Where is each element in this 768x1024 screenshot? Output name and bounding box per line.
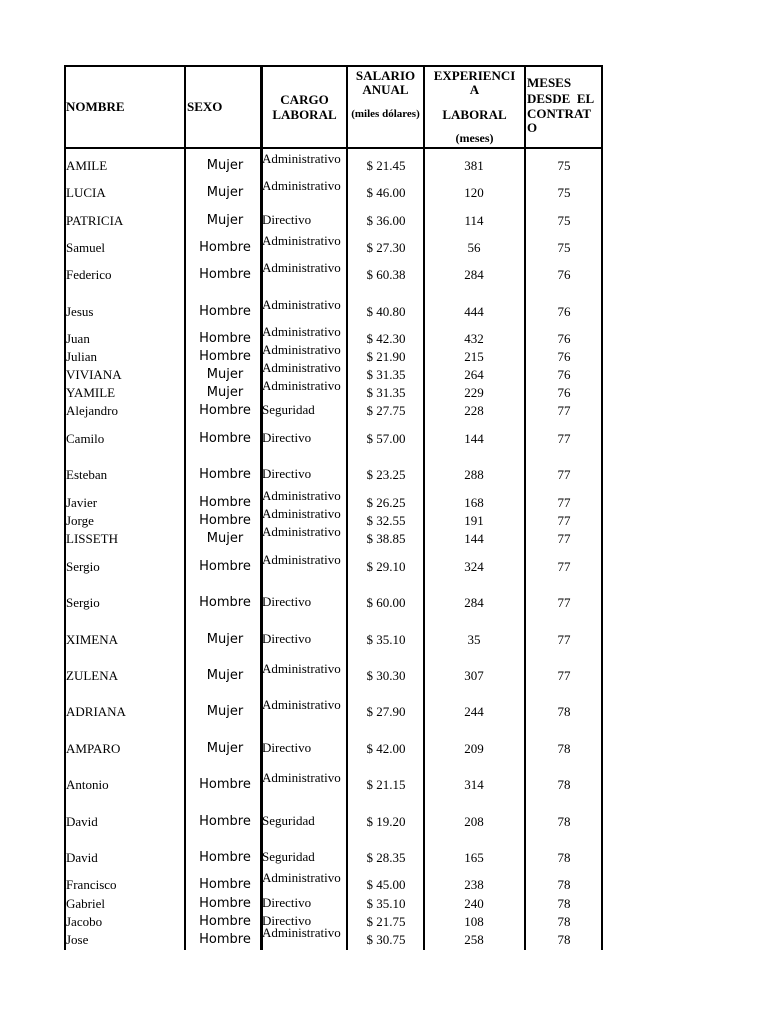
row-experiencia: 208: [464, 814, 484, 829]
row-meses: 78: [557, 850, 571, 865]
table-row: [64, 213, 603, 229]
row-salario: $ 19.20: [366, 814, 406, 829]
table-row: [64, 814, 603, 830]
row-meses: 75: [557, 240, 571, 255]
row-sexo: Mujer: [206, 185, 244, 200]
row-nombre: David: [66, 850, 98, 865]
row-experiencia: 244: [464, 704, 484, 719]
row-cargo: Administrativo: [262, 179, 341, 193]
row-cargo: Administrativo: [262, 361, 341, 375]
row-meses: 78: [557, 932, 571, 947]
row-experiencia: 324: [464, 559, 484, 574]
row-nombre: Julian: [66, 349, 98, 364]
row-cargo: Directivo: [262, 632, 312, 646]
row-sexo: Mujer: [206, 367, 244, 382]
row-sexo: Hombre: [199, 304, 251, 319]
row-nombre: LUCIA: [66, 185, 106, 200]
row-sexo: Hombre: [199, 267, 251, 282]
header-nombre: NOMBRE: [66, 99, 125, 114]
row-meses: 78: [557, 777, 571, 792]
table-row: [64, 741, 603, 757]
row-cargo: Seguridad: [262, 814, 315, 828]
row-salario: $ 21.15: [366, 777, 406, 792]
row-cargo: Administrativo: [262, 325, 341, 339]
row-meses: 76: [557, 304, 571, 319]
table-row: [64, 771, 603, 793]
table-row: [64, 379, 603, 401]
row-cargo: Administrativo: [262, 926, 341, 940]
row-nombre: Sergio: [66, 595, 100, 610]
row-experiencia: 144: [464, 531, 484, 546]
row-experiencia: 35: [467, 632, 481, 647]
row-experiencia: 288: [464, 467, 484, 482]
row-cargo: Directivo: [262, 213, 312, 227]
row-meses: 75: [557, 213, 571, 228]
row-salario: $ 36.00: [366, 213, 406, 228]
table-row: [64, 926, 603, 948]
row-sexo: Hombre: [199, 595, 251, 610]
table-row: [64, 525, 603, 547]
table-row: [64, 403, 603, 419]
row-sexo: Hombre: [199, 431, 251, 446]
row-experiencia: 209: [464, 741, 484, 756]
header-experiencia-line1: EXPERIENCI: [433, 68, 516, 83]
header-bottom-border: [64, 147, 603, 149]
header-meses-line3: CONTRAT: [527, 106, 592, 121]
row-meses: 76: [557, 349, 571, 364]
row-salario: $ 27.90: [366, 704, 406, 719]
row-meses: 77: [557, 668, 571, 683]
row-sexo: Mujer: [206, 158, 244, 173]
row-meses: 78: [557, 741, 571, 756]
table-row: [64, 595, 603, 611]
row-salario: $ 21.45: [366, 158, 406, 173]
row-sexo: Hombre: [199, 877, 251, 892]
table-row: [64, 698, 603, 720]
row-salario: $ 35.10: [366, 896, 406, 911]
row-salario: $ 40.80: [366, 304, 406, 319]
row-meses: 78: [557, 896, 571, 911]
row-nombre: Jesus: [66, 304, 94, 319]
row-meses: 76: [557, 385, 571, 400]
table-row: [64, 234, 603, 256]
table-row: [64, 896, 603, 912]
row-nombre: ZULENA: [66, 668, 118, 683]
row-experiencia: 307: [464, 668, 484, 683]
row-nombre: Camilo: [66, 431, 105, 446]
row-salario: $ 45.00: [366, 877, 406, 892]
row-cargo: Administrativo: [262, 489, 341, 503]
row-experiencia: 144: [464, 431, 484, 446]
row-meses: 76: [557, 267, 571, 282]
row-nombre: YAMILE: [66, 385, 116, 400]
row-meses: 77: [557, 431, 571, 446]
row-sexo: Hombre: [199, 513, 251, 528]
row-meses: 77: [557, 513, 571, 528]
row-nombre: Alejandro: [66, 403, 118, 418]
row-salario: $ 31.35: [366, 367, 406, 382]
row-cargo: Directivo: [262, 896, 312, 910]
table-row: [64, 553, 603, 575]
row-experiencia: 444: [464, 304, 484, 319]
row-sexo: Mujer: [206, 741, 244, 756]
row-salario: $ 38.85: [366, 531, 406, 546]
row-experiencia: 229: [464, 385, 484, 400]
header-meses-line4: O: [527, 120, 538, 135]
row-salario: $ 57.00: [366, 431, 406, 446]
row-salario: $ 23.25: [366, 467, 406, 482]
row-experiencia: 258: [464, 932, 484, 947]
row-experiencia: 238: [464, 877, 484, 892]
row-cargo: Administrativo: [262, 379, 341, 393]
spreadsheet-table: [64, 65, 603, 950]
row-meses: 77: [557, 403, 571, 418]
row-sexo: Hombre: [199, 331, 251, 346]
row-meses: 77: [557, 632, 571, 647]
row-nombre: XIMENA: [66, 632, 118, 647]
row-cargo: Administrativo: [262, 152, 341, 166]
row-salario: $ 60.00: [366, 595, 406, 610]
row-salario: $ 21.75: [366, 914, 406, 929]
row-cargo: Administrativo: [262, 343, 341, 357]
row-experiencia: 228: [464, 403, 484, 418]
table-row: [64, 467, 603, 483]
header-cargo-line1: CARGO: [280, 92, 329, 107]
row-experiencia: 56: [467, 240, 481, 255]
row-cargo: Administrativo: [262, 871, 341, 885]
row-meses: 77: [557, 495, 571, 510]
table-row: [64, 179, 603, 201]
row-sexo: Hombre: [199, 850, 251, 865]
row-cargo: Administrativo: [262, 261, 341, 275]
header-salario-line2: ANUAL: [362, 82, 409, 97]
table-row: [64, 662, 603, 684]
row-cargo: Administrativo: [262, 771, 341, 785]
row-cargo: Directivo: [262, 914, 312, 928]
header-meses-line1: MESES: [527, 75, 572, 90]
row-meses: 77: [557, 595, 571, 610]
table-top-border: [64, 65, 603, 67]
row-experiencia: 120: [464, 185, 484, 200]
row-cargo: Seguridad: [262, 850, 315, 864]
row-meses: 75: [557, 185, 571, 200]
row-salario: $ 30.75: [366, 932, 406, 947]
row-meses: 78: [557, 877, 571, 892]
row-experiencia: 432: [464, 331, 484, 346]
row-sexo: Hombre: [199, 559, 251, 574]
row-experiencia: 215: [464, 349, 484, 364]
row-experiencia: 314: [464, 777, 484, 792]
row-nombre: Juan: [66, 331, 90, 346]
row-nombre: Javier: [66, 495, 98, 510]
row-salario: $ 42.30: [366, 331, 406, 346]
header-meses-line2: DESDE EL: [527, 91, 595, 106]
row-salario: $ 26.25: [366, 495, 406, 510]
row-nombre: Gabriel: [66, 896, 105, 911]
row-meses: 78: [557, 814, 571, 829]
row-sexo: Mujer: [206, 213, 244, 228]
row-salario: $ 28.35: [366, 850, 406, 865]
row-cargo: Seguridad: [262, 403, 315, 417]
row-meses: 78: [557, 704, 571, 719]
row-nombre: Federico: [66, 267, 112, 282]
row-nombre: Samuel: [66, 240, 105, 255]
row-cargo: Administrativo: [262, 662, 341, 676]
header-experiencia-line2: A: [469, 82, 480, 97]
row-salario: $ 27.30: [366, 240, 406, 255]
row-experiencia: 381: [464, 158, 484, 173]
row-nombre: AMPARO: [66, 741, 121, 756]
row-meses: 77: [557, 559, 571, 574]
row-meses: 77: [557, 531, 571, 546]
row-meses: 76: [557, 367, 571, 382]
header-sexo: SEXO: [187, 99, 223, 114]
row-nombre: Francisco: [66, 877, 117, 892]
row-cargo: Directivo: [262, 741, 312, 755]
row-cargo: Administrativo: [262, 234, 341, 248]
row-sexo: Hombre: [199, 495, 251, 510]
row-experiencia: 240: [464, 896, 484, 911]
row-experiencia: 165: [464, 850, 484, 865]
row-sexo: Hombre: [199, 240, 251, 255]
row-salario: $ 27.75: [366, 403, 406, 418]
row-meses: 77: [557, 467, 571, 482]
row-nombre: David: [66, 814, 98, 829]
row-experiencia: 284: [464, 267, 484, 282]
row-cargo: Administrativo: [262, 553, 341, 567]
header-salario-line1: SALARIO: [355, 68, 416, 83]
header-salario-unit: (miles dólares): [351, 108, 420, 120]
table-row: [64, 632, 603, 648]
row-sexo: Hombre: [199, 349, 251, 364]
row-experiencia: 114: [464, 213, 484, 228]
row-cargo: Administrativo: [262, 698, 341, 712]
row-sexo: Hombre: [199, 467, 251, 482]
row-nombre: VIVIANA: [66, 367, 122, 382]
row-sexo: Mujer: [206, 385, 244, 400]
row-sexo: Hombre: [199, 932, 251, 947]
table-row: [64, 261, 603, 283]
table-row: [64, 850, 603, 866]
table-row: [64, 431, 603, 447]
row-salario: $ 30.30: [366, 668, 406, 683]
row-nombre: Jorge: [66, 513, 94, 528]
row-salario: $ 21.90: [366, 349, 406, 364]
row-nombre: AMILE: [66, 158, 108, 173]
row-nombre: LISSETH: [66, 531, 118, 546]
row-salario: $ 29.10: [366, 559, 406, 574]
row-cargo: Directivo: [262, 595, 312, 609]
table-row: [64, 871, 603, 893]
row-salario: $ 31.35: [366, 385, 406, 400]
row-salario: $ 60.38: [366, 267, 406, 282]
row-meses: 75: [557, 158, 571, 173]
row-salario: $ 35.10: [366, 632, 406, 647]
row-sexo: Hombre: [199, 814, 251, 829]
row-sexo: Hombre: [199, 914, 251, 929]
row-nombre: Jose: [66, 932, 89, 947]
row-cargo: Administrativo: [262, 525, 341, 539]
row-nombre: PATRICIA: [66, 213, 124, 228]
row-nombre: ADRIANA: [66, 704, 126, 719]
row-experiencia: 168: [464, 495, 484, 510]
row-salario: $ 32.55: [366, 513, 406, 528]
row-sexo: Hombre: [199, 403, 251, 418]
row-nombre: Antonio: [66, 777, 109, 792]
row-meses: 76: [557, 331, 571, 346]
row-experiencia: 108: [464, 914, 484, 929]
row-cargo: Administrativo: [262, 507, 341, 521]
header-experiencia-unit: (meses): [455, 131, 494, 145]
row-sexo: Mujer: [206, 632, 244, 647]
table-row: [64, 152, 603, 174]
header-cargo-line2: LABORAL: [272, 107, 337, 122]
table-row: [64, 298, 603, 320]
row-sexo: Hombre: [199, 777, 251, 792]
row-experiencia: 284: [464, 595, 484, 610]
row-nombre: Jacobo: [66, 914, 103, 929]
row-sexo: Mujer: [206, 704, 244, 719]
row-sexo: Mujer: [206, 668, 244, 683]
row-nombre: Sergio: [66, 559, 100, 574]
row-sexo: Mujer: [206, 531, 244, 546]
row-salario: $ 46.00: [366, 185, 406, 200]
row-experiencia: 191: [464, 513, 484, 528]
row-nombre: Esteban: [66, 467, 108, 482]
row-cargo: Administrativo: [262, 298, 341, 312]
row-cargo: Directivo: [262, 467, 312, 481]
row-meses: 78: [557, 914, 571, 929]
row-salario: $ 42.00: [366, 741, 406, 756]
row-cargo: Directivo: [262, 431, 312, 445]
row-experiencia: 264: [464, 367, 484, 382]
row-sexo: Hombre: [199, 896, 251, 911]
header-experiencia-line3: LABORAL: [442, 107, 507, 122]
